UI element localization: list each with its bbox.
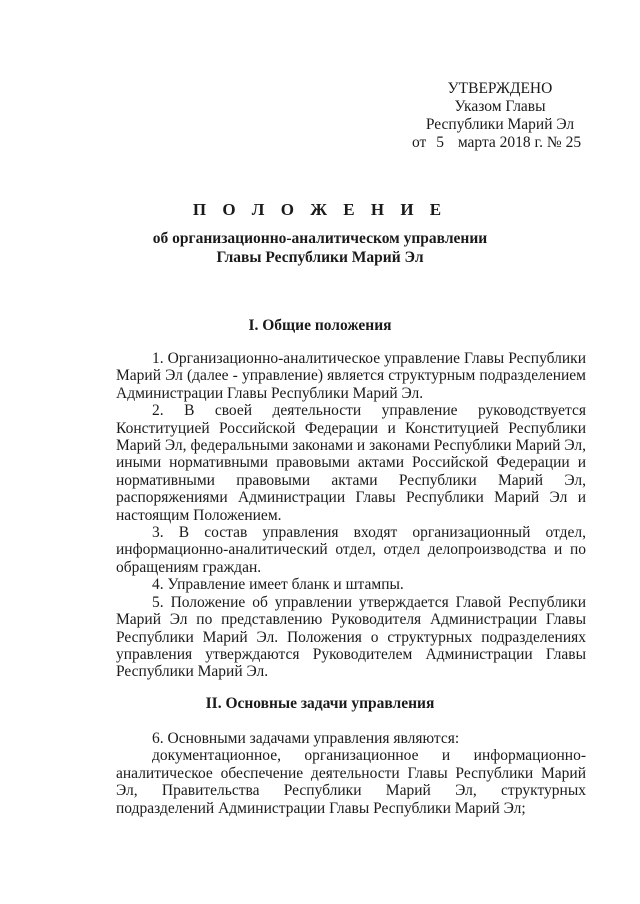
paragraph: 2. В своей деятельности управление руководствуется Конституцией Российской Федерации и Конституцией Республики Марий Эл, федеральными законами и законами Республики Марий Эл, иными нормативными правовыми актами Российской Федерации и нормативными правовыми актами Республики Марий Эл, распоряжениями Администрации Главы Республики Марий Эл и настоящим Положением. (116, 402, 586, 524)
paragraph: 6. Основными задачами управления являются: (152, 730, 460, 747)
paragraph: 5. Положение об управлении утверждается Главой Республики Марий Эл по представлению Руководителя Администрации Главы Республики Марий Эл. Положения о структурных подразделениях управления утверждаются Руководителем Администрации Главы Республики Марий Эл. (116, 593, 586, 681)
section-heading-general: I. Общие положения (248, 317, 392, 334)
paragraph: 1. Организационно-аналитическое управление Главы Республики Марий Эл (далее - управление) является структурным подразделением Администрации Главы Республики Марий Эл. (116, 350, 586, 402)
document-subtitle (0, 229, 640, 267)
approval-title: УТВЕРЖДЕНО (447, 80, 553, 97)
paragraph: 4. Управление имеет бланк и штампы. (152, 576, 404, 594)
subtitle-line-1: об организационно-аналитическом управлении (152, 230, 488, 247)
approval-decree: Указом Главы (454, 98, 546, 115)
approval-date-prefix: от (412, 134, 427, 151)
approval-day: 5 (436, 134, 444, 151)
document-title: П О Л О Ж Е Н И Е (192, 200, 448, 219)
paragraph: 3. В состав управления входят организационный отдел, информационно-аналитический отдел, отдел делопроизводства и по обращениям граждан. (116, 524, 586, 576)
approval-authority: Республики Марий Эл (425, 116, 575, 133)
approval-date (412, 134, 600, 152)
section-heading-tasks: II. Основные задачи управления (205, 695, 435, 712)
subtitle-line-2: Главы Республики Марий Эл (216, 249, 424, 266)
section-body-general (116, 350, 586, 681)
paragraph: документационное, организационное и информационно-аналитическое обеспечение деятельности Главы Республики Марий Эл, Правительства Республики Марий Эл, структурных подразделений Администрации Главы Республики Марий Эл; (116, 747, 586, 817)
section-body-tasks (116, 730, 586, 817)
approval-stamp (400, 80, 600, 152)
approval-date-rest: марта 2018 г. № 25 (457, 134, 582, 151)
